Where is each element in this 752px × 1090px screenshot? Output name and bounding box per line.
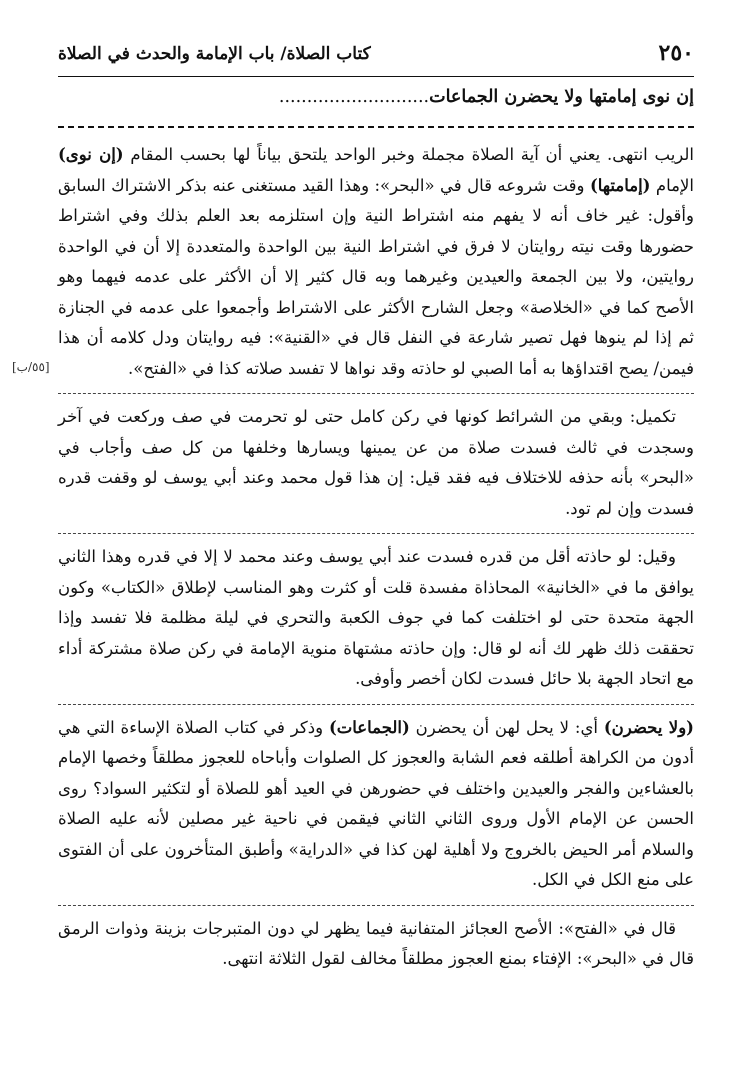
paragraph-divider bbox=[58, 533, 694, 534]
running-title: كتاب الصلاة/ باب الإمامة والحدث في الصلاة bbox=[58, 44, 371, 64]
paragraph-4-text-a: أي: لا يحل لهن أن يحضرن bbox=[409, 717, 604, 737]
matn-imamatuha: (إمامتها) bbox=[589, 175, 651, 195]
matn-al-jamaat: (الجماعات) bbox=[328, 717, 410, 737]
heading-dots: ........................... bbox=[278, 87, 430, 107]
paragraph-divider bbox=[58, 704, 694, 705]
paragraph-divider bbox=[58, 393, 694, 394]
main-text bbox=[58, 140, 694, 1062]
margin-folio-note: [٥٥/ب] bbox=[12, 360, 50, 374]
paragraph-1-text-c: وقت شروعه قال في «البحر»: وهذا القيد مستغنى عنه بذكر الاشتراك السابق وأقول: غير خاف أنه لا يفهم منه اشتراط النية وإن استلزمه بعد العلم بذلك وفي اشتراط حضورها وقت نيته روايتان لا فرق في اشتراط النية بين الواحدة والمتعددة إلا أن في الواحدة روايتين، ولا بين الجمعة والعيدين وغيرهما وبه قال كثير إلا أن الأكثر على عدمه فيهما وهو الأصح كما في «الخلاصة» وجعل الشارح الأكثر على الاشتراط وأجمعوا على عدمه في الجنازة ثم إذا لم ينوها فهل تصير شارعة في النفل قال في «القنية»: فيه روايتان ودل كلامه أن هذا فيمن/ يصح اقتداؤها به أما الصبي لو حاذته وقد نواها لا تفسد صلاته كذا في «الفتح». bbox=[58, 175, 694, 378]
heading-divider bbox=[58, 126, 694, 128]
paragraph-4-text-b: وذكر في كتاب الصلاة الإساءة التي هي أدون من الكراهة أطلقه فعم الشابة والعجوز كل الصلوات وأباحاه للعجوز مطلقاً وخصها الإمام بالعشاءين والفجر والعيدين واختلف في حضورهن في العيد أهو للصلاة أو لتكثير السواد؟ روى الحسن عن الإمام الأول وروى الثاني الثاني فيقمن في ناحية غير مصلين لأنه عليه الصلاة والسلام أمر الحيض بالخروج ولا أهلية لهن كذا في «الدراية» وأطبق المتأخرون على أن الفتوى على منع الكل في الكل. bbox=[58, 717, 694, 889]
section-heading bbox=[58, 87, 694, 115]
paragraph-1-text-b: الإمام bbox=[650, 175, 694, 195]
paragraph-3: وقيل: لو حاذته أقل من قدره فسدت عند أبي يوسف وعند محمد لا إلا في قدره وهذا الثاني يوافق ما في «الخانية» المحاذاة مفسدة قلت أو كثرت وهو المناسب لإطلاق «الكتاب» وكون الجهة متحدة حتى لو اختلفت كما في جوف الكعبة والتحري في ليلة مظلمة فلا تفسد وإذا تحققت ذلك ظهر لك أنه لو قال: وإن حاذته مشتهاة منوية الإمامة في ركن صلاة مشتركة أداء مع اتحاد الجهة بلا حائل فسدت لكان أخصر وأوفى. bbox=[58, 547, 694, 688]
page-header bbox=[58, 36, 694, 77]
section-heading-text: إن نوى إمامتها ولا يحضرن الجماعات bbox=[429, 87, 694, 107]
paragraph-1-text-a: الريب انتهى. يعني أن آية الصلاة مجملة وخبر الواحد يلتحق بياناً لها بحسب المقام bbox=[123, 145, 695, 164]
paragraph-5: قال في «الفتح»: الأصح العجائز المتفانية فيما يظهر لي دون المتبرجات بزينة وذوات الرمق قال في «البحر»: الإفتاء بمنع العجوز مطلقاً مخالف لقول الثلاثة انتهى. bbox=[58, 918, 694, 968]
paragraph-divider bbox=[58, 905, 694, 906]
matn-in-nawa: (إن نوى) bbox=[58, 145, 124, 164]
matn-wa-la-yahdurna: (ولا يحضرن) bbox=[603, 717, 694, 737]
page-number: ٢٥٠ bbox=[658, 40, 694, 66]
paragraph-4 bbox=[58, 713, 694, 896]
paragraph-1 bbox=[58, 140, 694, 384]
paragraph-2: تكميل: وبقي من الشرائط كونها في ركن كامل حتى لو تحرمت في صف وركعت في آخر وسجدت في ثالث فسدت صلاة من عن يمينها ويسارها وخلفها من كل صف وأجاب في «البحر» بأنه حذفه للاختلاف فيه فقد قيل: إن هذا قول محمد وعند أبي يوسف لو وقفت قدره فسدت وإن لم تود. bbox=[58, 407, 694, 518]
